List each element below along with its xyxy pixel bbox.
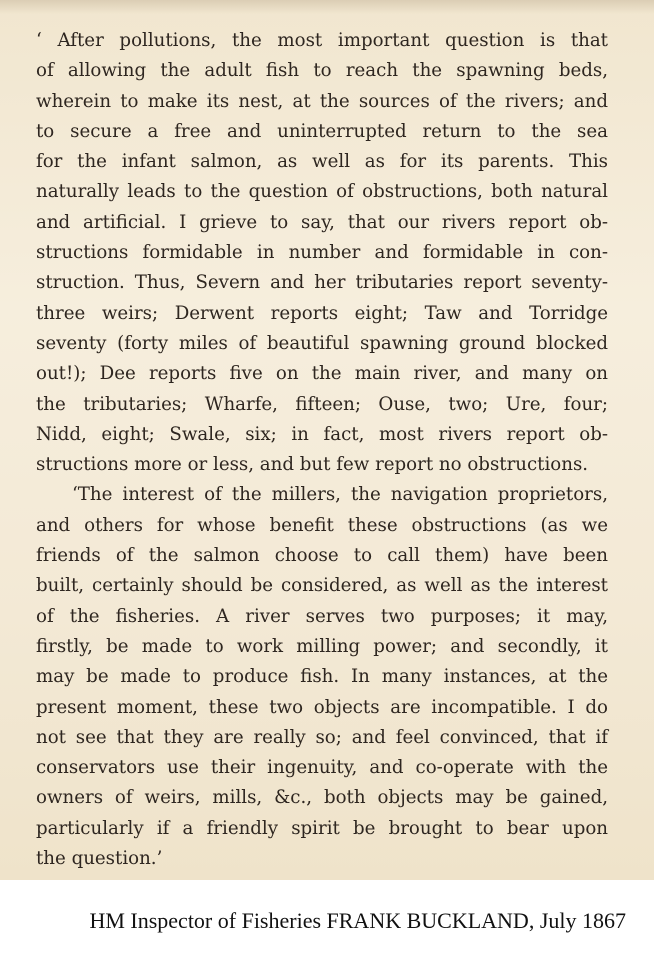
text-line: ‘ After pollutions, the most important question is that [36,30,608,51]
text-line: of the fisheries. A river serves two purposes; it may, [36,605,608,627]
text-line: ‘The interest of the millers, the navigation proprietors, [72,484,608,506]
text-line: not see that they are really so; and feel convinced, that if [36,726,608,748]
text-line: the tributaries; Wharfe, fifteen; Ouse, two; Ure, four; [36,393,608,415]
text-line: Nidd, eight; Swale, six; in fact, most rivers report ob- [36,423,608,445]
text-line: conservators use their ingenuity, and co-operate with the [36,757,608,779]
text-line: seventy (forty miles of beautiful spawning ground blocked [36,332,608,354]
paragraph-1 [36,26,608,480]
text-line: structions more or less, and but few report no obstructions. [36,454,589,476]
text-line: structions formidable in number and formidable in con- [36,242,608,264]
text-line: present moment, these two objects are incompatible. I do [36,696,608,718]
text-line: to secure a free and uninterrupted return to the sea [36,120,608,142]
text-line: three weirs; Derwent reports eight; Taw and Torridge [36,302,608,324]
text-line: particularly if a friendly spirit be brought to bear upon [36,817,608,839]
text-line: built, certainly should be considered, as well as the interest [36,575,608,597]
text-line: friends of the salmon choose to call them) have been [36,545,608,567]
text-line: naturally leads to the question of obstructions, both natural [36,181,608,203]
text-line: of allowing the adult fish to reach the spawning beds, [36,60,608,82]
text-line: and artificial. I grieve to say, that our rivers report ob- [36,211,608,233]
text-line: wherein to make its nest, at the sources of the rivers; and [36,90,608,112]
quoted-text [36,26,608,874]
text-line: struction. Thus, Severn and her tributaries report seventy- [36,272,608,294]
text-line: firstly, be made to work milling power; and secondly, it [36,635,608,657]
text-line: the question.’ [36,848,163,870]
text-line: and others for whose benefit these obstructions (as we [36,514,608,536]
text-line: out!); Dee reports five on the main river, and many on [36,363,608,385]
text-line: owners of weirs, mills, &c., both objects may be gained, [36,787,608,809]
paragraph-2 [36,480,608,874]
attribution-caption: HM Inspector of Fisheries FRANK BUCKLAND, July 1867 [89,908,626,933]
text-line: for the infant salmon, as well as for its parents. This [36,151,608,173]
text-line: may be made to produce fish. In many instances, at the [36,666,608,688]
page-edge-shadow [0,0,654,14]
